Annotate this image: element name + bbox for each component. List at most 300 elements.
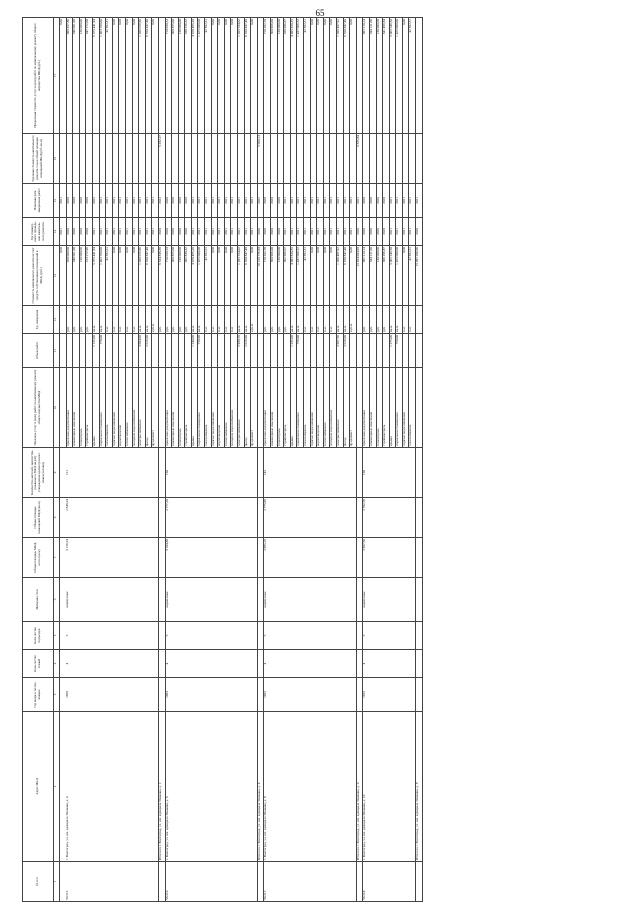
area-total-cell <box>343 538 350 578</box>
row-number <box>178 862 185 902</box>
work-type-cell: теплоснабжение <box>125 368 132 448</box>
area-rooms-cell <box>178 498 185 538</box>
table-row <box>145 18 152 902</box>
residents-cell <box>112 448 119 498</box>
limit-cost-cell: 42 392,31 <box>303 18 310 134</box>
end-date-cell: 2021 <box>191 184 198 218</box>
entrances-cell <box>396 622 403 650</box>
area-rooms-cell <box>132 498 139 538</box>
work-type-cell: подвальное помещение <box>297 368 304 448</box>
walls-cell <box>383 578 390 622</box>
cost-cell: 0,00 <box>330 246 337 306</box>
volume-cell <box>310 334 317 368</box>
area-total-cell <box>323 538 330 578</box>
floors-cell <box>86 650 93 678</box>
specific-cost-cell <box>376 134 383 184</box>
volume-cell <box>369 334 376 368</box>
entrances-cell <box>211 622 218 650</box>
entrances-cell <box>73 622 80 650</box>
planned-year-cell: 2021 <box>60 218 67 246</box>
area-total-cell <box>244 538 251 578</box>
year-built-cell <box>350 678 357 712</box>
unit-cell: руб. <box>165 306 172 334</box>
entrances-cell <box>106 622 113 650</box>
address-cell <box>178 712 185 862</box>
header-cell-12: Ед. измерения <box>23 306 54 334</box>
area-total-cell <box>350 538 357 578</box>
header-cell-14: Год планиру-емого проведе-ния капиталь-ного ремонта <box>23 218 54 246</box>
header-cell-16: Удельная стоимость капитального ремонта 1 кв.м общей площади помещений МКД (руб./кв.м) <box>23 134 54 184</box>
total-empty-cell <box>257 334 264 368</box>
table-row <box>350 18 357 902</box>
end-date-cell: 2020 <box>376 184 383 218</box>
limit-cost-cell: 0,00 <box>231 18 238 134</box>
area-rooms-cell <box>409 498 416 538</box>
planned-year-cell: 2020 <box>172 218 179 246</box>
area-rooms-cell <box>271 498 278 538</box>
specific-cost-cell <box>330 134 337 184</box>
unit-cell: п.м. <box>119 306 126 334</box>
row-number <box>350 862 357 902</box>
entrances-cell <box>224 622 231 650</box>
table-row <box>277 18 284 902</box>
work-type-cell: холодное водоснабжение <box>132 368 139 448</box>
area-total-cell <box>198 538 205 578</box>
end-date-cell: 2021 <box>336 184 343 218</box>
cost-cell: 1 425 000,00 <box>198 246 205 306</box>
work-type-cell: теплоснабжение <box>224 368 231 448</box>
address-cell <box>383 712 390 862</box>
address-cell <box>303 712 310 862</box>
unit-cell: кв.м. <box>396 306 403 334</box>
total-unit-cell <box>416 306 423 334</box>
header-cell-10: Перечень услуг и (или) работ по капитальному ремонту общего имущества МКД <box>23 368 54 448</box>
work-type-cell: проектная документация <box>66 368 73 448</box>
total-empty-cell <box>158 538 165 578</box>
residents-cell <box>86 448 93 498</box>
row-number <box>205 862 212 902</box>
walls-cell <box>369 578 376 622</box>
address-cell <box>376 712 383 862</box>
year-built-cell <box>112 678 119 712</box>
area-total-cell: 3 126,54 <box>66 538 73 578</box>
row-number <box>198 862 205 902</box>
total-year-cell: 2020 <box>356 218 363 246</box>
table-row <box>323 18 330 902</box>
area-total-cell <box>112 538 119 578</box>
volume-cell <box>271 334 278 368</box>
table-row <box>409 18 416 902</box>
year-built-cell <box>238 678 245 712</box>
end-date-cell: 2020 <box>172 184 179 218</box>
cost-cell: 0,00 <box>402 246 409 306</box>
end-date-cell: 2021 <box>211 184 218 218</box>
planned-year-cell: 2021 <box>330 218 337 246</box>
row-number: 56.216. <box>165 862 172 902</box>
floors-cell <box>211 650 218 678</box>
limit-cost-cell: 347 272,00 <box>86 18 93 134</box>
end-date-cell: 2022 <box>92 184 99 218</box>
area-total-cell <box>132 538 139 578</box>
volume-cell: 1 155,00 <box>92 334 99 368</box>
column-number-5: 5 <box>54 622 60 650</box>
residents-cell <box>218 448 225 498</box>
cost-cell: 0,00 <box>251 246 258 306</box>
address-cell: г. Волгоград, ул. им. адмирала Ушакова, д. 4 <box>66 712 73 862</box>
year-built-cell <box>290 678 297 712</box>
planned-year-cell: 2020 <box>271 218 278 246</box>
limit-cost-cell: 0,00 <box>310 18 317 134</box>
cost-cell: 0,00 <box>119 246 126 306</box>
specific-cost-cell <box>112 134 119 184</box>
header-cell-9: Количество жителей, зарегистри-рованных в МКД на дату утверждения краткосрочного плана (человек) <box>23 448 54 498</box>
walls-cell <box>119 578 126 622</box>
header-cell-1: № п/п <box>23 862 54 902</box>
volume-cell <box>172 334 179 368</box>
row-number <box>323 862 330 902</box>
entrances-cell <box>231 622 238 650</box>
work-type-cell: инженерные изыскания <box>73 368 80 448</box>
work-type-cell: стройконтроль <box>284 368 291 448</box>
limit-cost-cell: 6 550 847,40 <box>145 18 152 134</box>
planned-year-cell: 2020 <box>66 218 73 246</box>
specific-cost-cell <box>60 134 67 184</box>
total-cost-cell: 9 334 838,39 <box>158 246 165 306</box>
specific-cost-cell <box>79 134 86 184</box>
unit-cell: куб.м. <box>350 306 357 334</box>
residents-cell <box>383 448 390 498</box>
specific-cost-cell <box>290 134 297 184</box>
header-cell-6: Материал стен <box>23 578 54 622</box>
end-date-cell: 2021 <box>284 184 291 218</box>
floors-cell <box>172 650 179 678</box>
floors-cell <box>343 650 350 678</box>
walls-cell <box>211 578 218 622</box>
walls-cell <box>106 578 113 622</box>
year-built-cell <box>211 678 218 712</box>
floors-cell <box>79 650 86 678</box>
area-rooms-cell <box>303 498 310 538</box>
specific-cost-cell <box>297 134 304 184</box>
floors-cell <box>330 650 337 678</box>
entrances-cell <box>198 622 205 650</box>
entrances-cell <box>251 622 258 650</box>
area-rooms-cell <box>139 498 146 538</box>
work-type-cell: стройконтроль <box>383 368 390 448</box>
address-cell <box>191 712 198 862</box>
year-built-cell <box>244 678 251 712</box>
entrances-cell <box>238 622 245 650</box>
address-cell <box>119 712 126 862</box>
planned-year-cell: 2020 <box>264 218 271 246</box>
total-specific-cost-cell <box>416 134 423 184</box>
limit-cost-cell: 0,00 <box>60 18 67 134</box>
work-type-cell: водоотведение <box>218 368 225 448</box>
floors-cell: 4 <box>66 650 73 678</box>
year-built-cell <box>73 678 80 712</box>
cost-cell: 42 392,31 <box>205 246 212 306</box>
end-date-cell: 2020 <box>363 184 370 218</box>
year-built-cell: 1965 <box>264 678 271 712</box>
entrances-cell <box>310 622 317 650</box>
row-number <box>409 862 416 902</box>
limit-cost-cell: 130 000,00 <box>79 18 86 134</box>
table-row <box>165 18 172 902</box>
area-total-cell <box>185 538 192 578</box>
address-cell <box>310 712 317 862</box>
row-number <box>132 862 139 902</box>
header-row <box>23 18 54 902</box>
floors-cell <box>271 650 278 678</box>
residents-cell <box>178 448 185 498</box>
floors-cell <box>191 650 198 678</box>
row-number <box>86 862 93 902</box>
row-number <box>185 862 192 902</box>
walls-cell <box>376 578 383 622</box>
work-type-cell: техконтроль <box>178 368 185 448</box>
floors-cell <box>231 650 238 678</box>
row-number: 56.215. <box>66 862 73 902</box>
specific-cost-cell <box>198 134 205 184</box>
entrances-cell <box>369 622 376 650</box>
year-built-cell <box>185 678 192 712</box>
end-date-cell: 2021 <box>402 184 409 218</box>
total-cost-cell: 16 120 776,83 <box>257 246 264 306</box>
year-built-cell <box>86 678 93 712</box>
work-type-cell: водоотведение <box>119 368 126 448</box>
repair-plan-table <box>22 17 423 902</box>
entrances-cell <box>271 622 278 650</box>
cost-cell: 302 609,67 <box>284 246 291 306</box>
end-date-cell: 2020 <box>264 184 271 218</box>
entrances-cell <box>336 622 343 650</box>
table-row <box>363 18 370 902</box>
row-number <box>238 862 245 902</box>
total-cost-cell: 15 654 004,98 <box>356 246 363 306</box>
address-cell <box>205 712 212 862</box>
cost-cell: 0,00 <box>224 246 231 306</box>
limit-cost-cell: 1 206 487,92 <box>336 18 343 134</box>
year-built-cell <box>99 678 106 712</box>
total-unit-cell: руб. <box>158 306 165 334</box>
area-total-cell <box>106 538 113 578</box>
address-cell <box>92 712 99 862</box>
area-total-cell <box>317 538 324 578</box>
area-rooms-cell <box>251 498 258 538</box>
limit-cost-cell: 5 065 549,50 <box>389 18 396 134</box>
limit-cost-cell: 1 463 760,00 <box>99 18 106 134</box>
entrances-cell <box>350 622 357 650</box>
volume-cell <box>119 334 126 368</box>
year-built-cell <box>106 678 113 712</box>
volume-cell: 770,00 <box>99 334 106 368</box>
walls-cell <box>139 578 146 622</box>
end-date-cell: 2021 <box>205 184 212 218</box>
walls-cell <box>73 578 80 622</box>
year-built-cell <box>198 678 205 712</box>
work-type-cell: газоснабжение <box>409 368 416 448</box>
area-rooms-cell <box>73 498 80 538</box>
planned-year-cell: 2021 <box>119 218 126 246</box>
planned-year-cell: 2021 <box>139 218 146 246</box>
limit-cost-cell: 0,00 <box>323 18 330 134</box>
address-cell <box>336 712 343 862</box>
end-date-cell: 2021 <box>310 184 317 218</box>
table-row <box>330 18 337 902</box>
row-number <box>271 862 278 902</box>
row-number: 56.218. <box>363 862 370 902</box>
planned-year-cell: 2020 <box>86 218 93 246</box>
work-type-cell: теплоснабжение <box>323 368 330 448</box>
total-end-cell: 2022 <box>257 184 264 218</box>
entrances-cell <box>119 622 126 650</box>
residents-cell <box>92 448 99 498</box>
header-cell-4: Коли-чество этажей <box>23 650 54 678</box>
entrances-cell <box>185 622 192 650</box>
row-number <box>92 862 99 902</box>
unit-cell: руб. <box>79 306 86 334</box>
planned-year-cell: 2021 <box>297 218 304 246</box>
work-type-cell: газоснабжение <box>303 368 310 448</box>
unit-cell: кв.м. <box>297 306 304 334</box>
floors-cell <box>92 650 99 678</box>
planned-year-cell: 2021 <box>336 218 343 246</box>
table-row <box>185 18 192 902</box>
specific-cost-cell <box>303 134 310 184</box>
table-row <box>343 18 350 902</box>
floors-cell <box>125 650 132 678</box>
table-row <box>112 18 119 902</box>
area-total-cell <box>336 538 343 578</box>
area-rooms-cell <box>244 498 251 538</box>
entrances-cell <box>79 622 86 650</box>
limit-cost-cell: 338 606,67 <box>284 18 291 134</box>
unit-cell: п.м. <box>218 306 225 334</box>
cost-cell: 710 202,70 <box>264 246 271 306</box>
limit-cost-cell: 710 202,70 <box>264 18 271 134</box>
work-type-cell: фасад <box>244 368 251 448</box>
residents-cell <box>369 448 376 498</box>
limit-cost-cell: 6 550 847,40 <box>244 18 251 134</box>
unit-cell: руб. <box>277 306 284 334</box>
entrances-cell <box>284 622 291 650</box>
address-cell <box>86 712 93 862</box>
cost-cell: 0,00 <box>310 246 317 306</box>
year-built-cell <box>303 678 310 712</box>
residents-cell <box>251 448 258 498</box>
row-number <box>79 862 86 902</box>
table-row <box>383 18 390 902</box>
entrances-cell <box>145 622 152 650</box>
area-rooms-cell <box>290 498 297 538</box>
row-number <box>231 862 238 902</box>
walls-cell <box>125 578 132 622</box>
work-type-cell: фасад <box>343 368 350 448</box>
row-number <box>99 862 106 902</box>
table-row <box>297 18 304 902</box>
residents-cell <box>303 448 310 498</box>
planned-year-cell: 2020 <box>277 218 284 246</box>
total-empty-cell <box>158 678 165 712</box>
year-built-cell <box>317 678 324 712</box>
column-number-8: 8 <box>54 498 60 538</box>
area-rooms-cell <box>211 498 218 538</box>
volume-cell <box>409 334 416 368</box>
work-type-cell: техконтроль <box>79 368 86 448</box>
end-date-cell: 2020 <box>369 184 376 218</box>
unit-cell: п.м. <box>402 306 409 334</box>
floors-cell <box>336 650 343 678</box>
walls-cell <box>310 578 317 622</box>
entrances-cell <box>389 622 396 650</box>
table-row <box>303 18 310 902</box>
column-number-15: 15 <box>54 184 60 218</box>
end-date-cell: 2021 <box>132 184 139 218</box>
planned-year-cell: 2021 <box>224 218 231 246</box>
table-row <box>60 18 67 902</box>
row-number <box>218 862 225 902</box>
specific-cost-cell <box>165 134 172 184</box>
walls-cell: кирпичные <box>165 578 172 622</box>
area-total-cell: 3 104,80 <box>165 538 172 578</box>
year-built-cell <box>139 678 146 712</box>
table-row <box>191 18 198 902</box>
limit-cost-cell: 689 857,86 <box>66 18 73 134</box>
table-row <box>172 18 179 902</box>
year-built-cell <box>297 678 304 712</box>
volume-cell: 1 240,00 <box>191 334 198 368</box>
total-limit-cell <box>257 18 264 134</box>
table-row <box>317 18 324 902</box>
walls-cell <box>389 578 396 622</box>
area-rooms-cell <box>205 498 212 538</box>
limit-cost-cell: 0,00 <box>112 18 119 134</box>
entrances-cell <box>99 622 106 650</box>
volume-cell: 750,00 <box>396 334 403 368</box>
area-rooms-cell <box>323 498 330 538</box>
walls-cell <box>172 578 179 622</box>
entrances-cell <box>139 622 146 650</box>
table-row <box>231 18 238 902</box>
entrances-cell <box>112 622 119 650</box>
floors-cell <box>106 650 113 678</box>
volume-cell <box>303 334 310 368</box>
unit-cell: п.м. <box>112 306 119 334</box>
limit-cost-cell: 0,00 <box>224 18 231 134</box>
entrances-cell <box>317 622 324 650</box>
planned-year-cell: 2020 <box>79 218 86 246</box>
row-number <box>211 862 218 902</box>
year-built-cell <box>224 678 231 712</box>
end-date-cell: 2021 <box>152 184 159 218</box>
planned-year-cell: 2021 <box>317 218 324 246</box>
residents-cell <box>79 448 86 498</box>
table-row <box>402 18 409 902</box>
table-row <box>224 18 231 902</box>
cost-cell: 360 855,00 <box>172 246 179 306</box>
total-year-cell: 2020 <box>416 218 423 246</box>
entrances-cell <box>297 622 304 650</box>
residents-cell <box>198 448 205 498</box>
cost-cell: 42 392,31 <box>303 246 310 306</box>
volume-cell: 2 019,00 <box>145 334 152 368</box>
walls-cell <box>132 578 139 622</box>
volume-cell <box>178 334 185 368</box>
table-row <box>106 18 113 902</box>
specific-cost-cell <box>145 134 152 184</box>
floors-cell: 4 <box>165 650 172 678</box>
row-number <box>402 862 409 902</box>
